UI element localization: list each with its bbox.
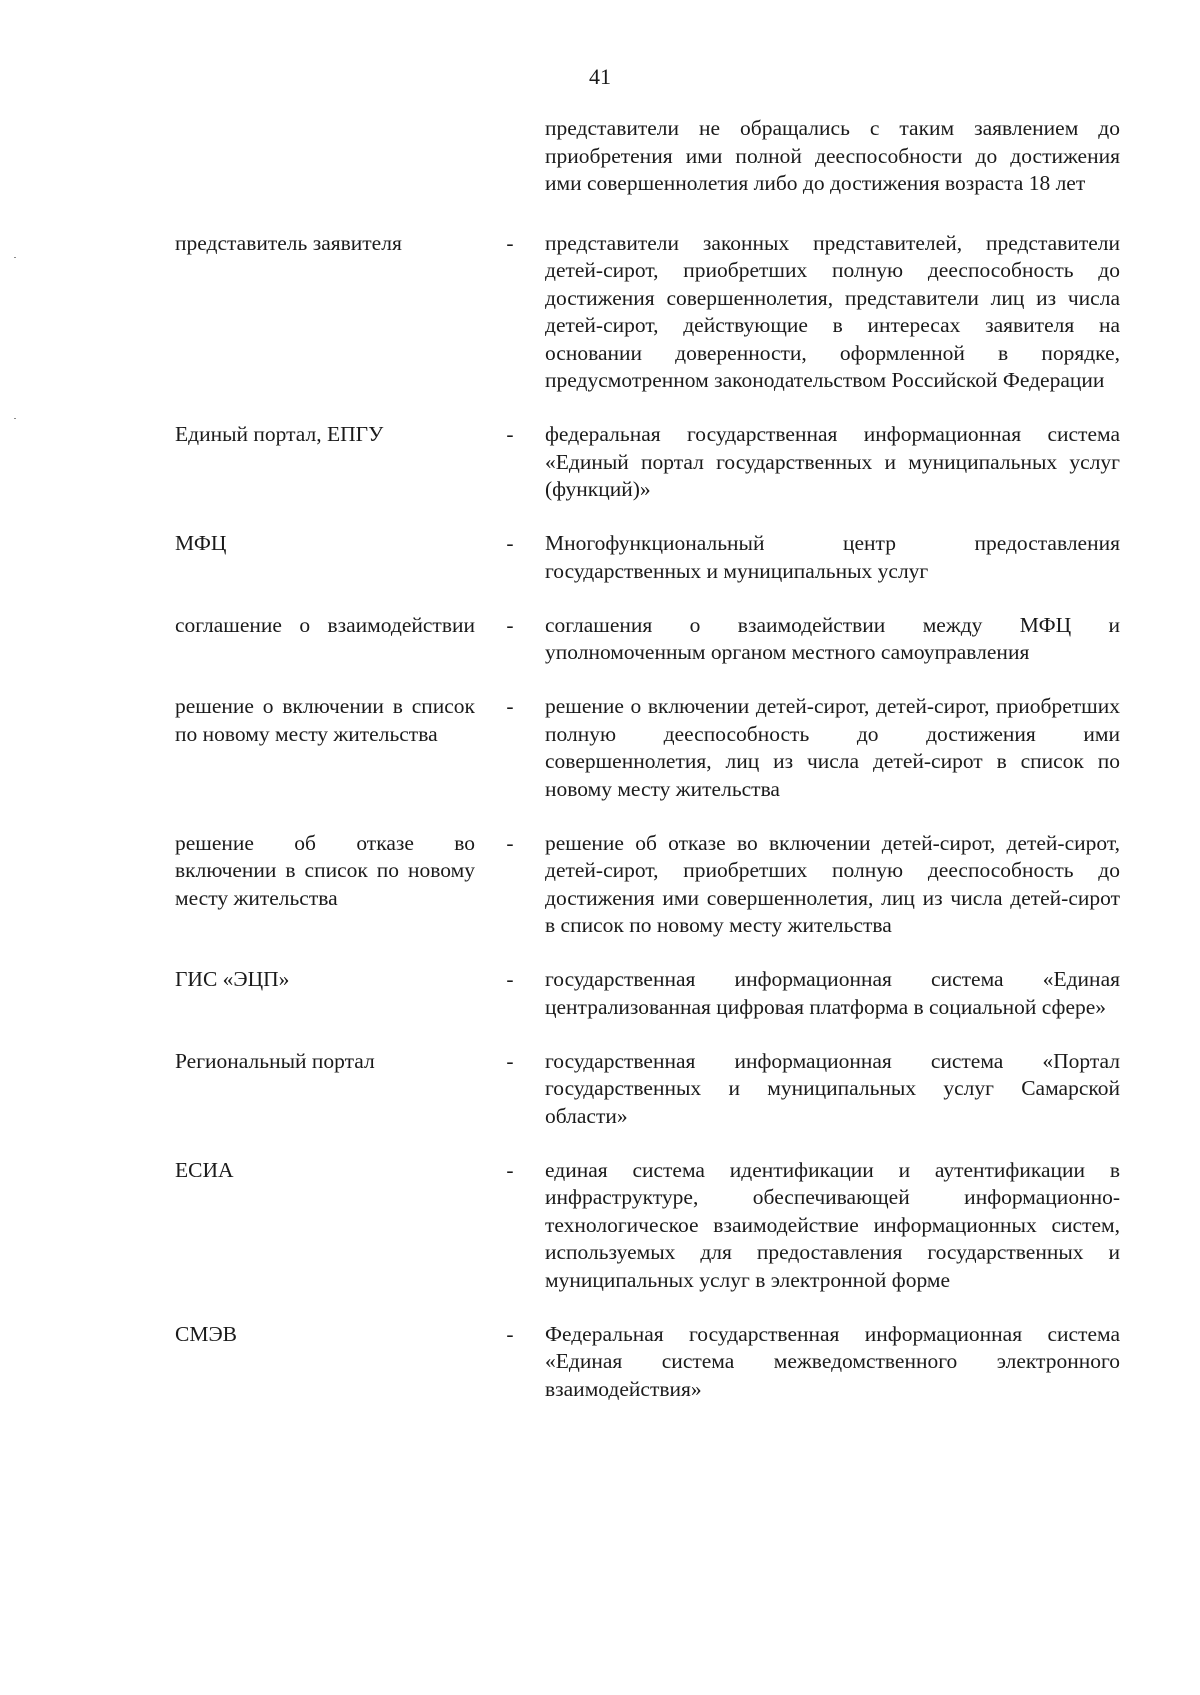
definition-term: Региональный портал — [175, 1048, 375, 1073]
definitions-list — [175, 115, 1120, 1430]
definition-row — [175, 530, 1120, 585]
definition-dash: - — [506, 612, 514, 637]
definition-text: решение о включении детей-сирот, детей-сирот, приобретших полную дееспособность до достижения ими совершеннолетия, лиц из числа детей-сирот в список по новому месту жительства — [545, 694, 1120, 801]
definition-text: Многофункциональный центр предоставления государственных и муниципальных услуг — [545, 531, 1120, 583]
scan-speck — [14, 418, 16, 419]
definition-dash: - — [506, 422, 514, 446]
definition-text: государственная информационная система «Единая централизованная цифровая платформа в социальной сфере» — [545, 967, 1120, 1019]
definition-term: Единый портал, ЕПГУ — [175, 422, 384, 446]
definition-term: МФЦ — [175, 531, 227, 555]
definition-row — [175, 421, 1120, 504]
definition-dash: - — [506, 830, 514, 855]
definition-term: представитель заявителя — [175, 230, 402, 255]
scan-speck — [14, 257, 16, 258]
definition-row — [175, 1157, 1120, 1295]
definition-term: решение о включении в список по новому месту жительства — [175, 694, 475, 746]
definition-text: представители не обращались с таким заявлением до приобретения ими полной дееспособности до достижения ими совершеннолетия либо до достижения возраста 18 лет — [545, 116, 1120, 195]
definition-row — [175, 966, 1120, 1021]
definition-row — [175, 1048, 1120, 1131]
definition-dash: - — [506, 230, 514, 255]
definition-dash: - — [506, 967, 514, 991]
definition-text: единая система идентификации и аутентификации в инфраструктуре, обеспечивающей информационно-технологическое взаимодействие информационных систем, используемых для предоставления государственных и муниципальных услуг в электронной форме — [545, 1157, 1120, 1292]
definition-text: федеральная государственная информационная система «Единый портал государственных и муниципальных услуг (функций)» — [545, 422, 1120, 501]
definition-dash: - — [506, 1048, 514, 1073]
definition-text: Федеральная государственная информационная система «Единая система межведомственного электронного взаимодействия» — [545, 1321, 1120, 1401]
definition-dash: - — [506, 694, 514, 718]
definition-row — [175, 230, 1120, 395]
definition-row — [175, 693, 1120, 803]
definition-dash: - — [506, 1321, 514, 1346]
definition-term: соглашение о взаимодействии — [175, 612, 475, 637]
definition-term: ЕСИА — [175, 1157, 234, 1182]
definition-term: ГИС «ЭЦП» — [175, 967, 290, 991]
definition-term: решение об отказе во включении в список по новому месту жительства — [175, 830, 475, 910]
definition-row — [175, 612, 1120, 667]
definition-row — [175, 1321, 1120, 1404]
definition-text: представители законных представителей, представители детей-сирот, приобретших полную дееспособность до достижения совершеннолетия, представители лиц из числа детей-сирот, действующие в интересах заявителя на основании доверенности, оформленной в порядке, предусмотренном законодательством Российской Федерации — [545, 230, 1120, 392]
definition-row — [175, 830, 1120, 940]
definition-dash: - — [506, 1157, 514, 1182]
definition-dash: - — [506, 531, 514, 555]
definition-text: решение об отказе во включении детей-сирот, детей-сирот, детей-сирот, приобретших полную дееспособность до достижения ими совершеннолетия, лиц из числа детей-сирот в список по новому месту жительства — [545, 830, 1120, 937]
definition-text: государственная информационная система «Портал государственных и муниципальных услуг Самарской области» — [545, 1048, 1120, 1128]
page-number: 41 — [589, 64, 611, 89]
definition-term: СМЭВ — [175, 1321, 237, 1346]
definition-text: соглашения о взаимодействии между МФЦ и уполномоченным органом местного самоуправления — [545, 612, 1120, 664]
definition-row — [175, 115, 1120, 198]
